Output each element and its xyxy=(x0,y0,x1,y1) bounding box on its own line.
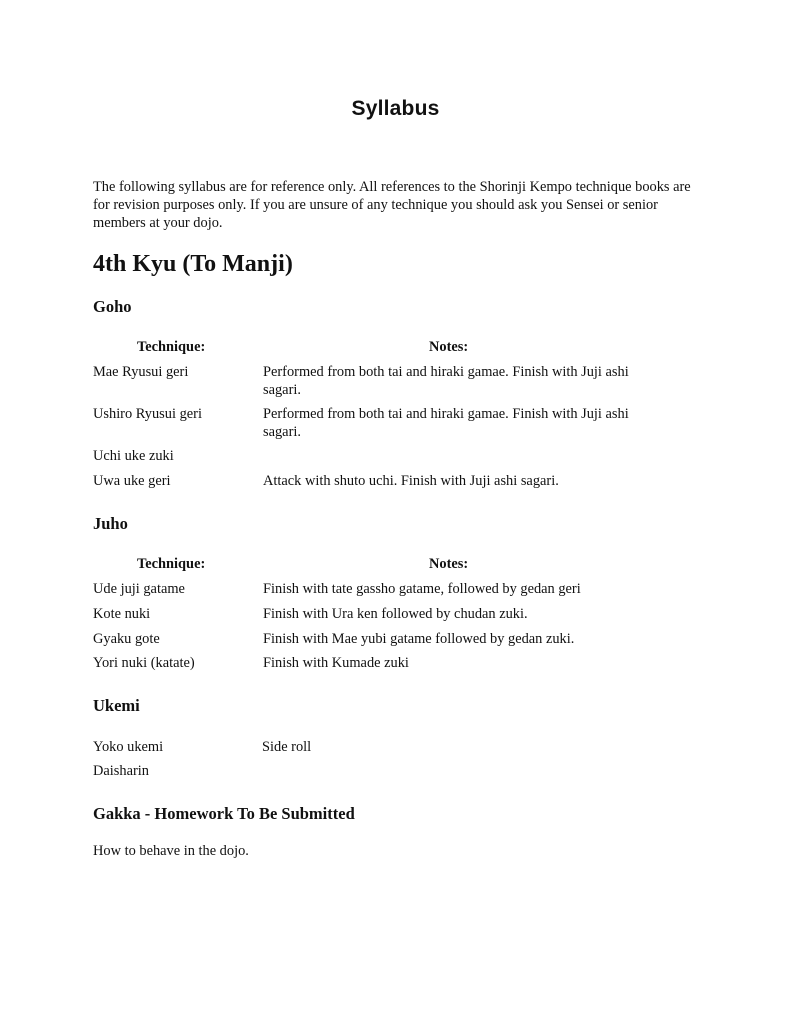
goho-row-4-technique: Uwa uke geri xyxy=(93,473,171,489)
juho-row-3-technique: Gyaku gote xyxy=(93,631,160,647)
juho-heading: Juho xyxy=(93,514,128,533)
goho-row-1-note: Performed from both tai and hiraki gamae. Finish with Juji ashi sagari. xyxy=(263,364,629,398)
ukemi-row-1-technique: Yoko ukemi xyxy=(93,739,164,755)
goho-row-4-note: Attack with shuto uchi. Finish with Juji ashi sagari. xyxy=(263,473,559,489)
goho-row-2-note: Performed from both tai and hiraki gamae. Finish with Juji ashi sagari. xyxy=(263,406,629,440)
juho-notes-header: Notes: xyxy=(429,556,469,572)
gakka-text: How to behave in the dojo. xyxy=(93,843,249,859)
intro-paragraph: The following syllabus are for reference only. All references to the Shorinji Kempo technique books are for revision purposes only. If you are unsure of any technique you should ask you Sensei or senior members at your dojo. xyxy=(93,179,691,231)
page-title: Syllabus xyxy=(351,97,440,120)
goho-row-3-technique: Uchi uke zuki xyxy=(93,448,174,464)
juho-row-3-note: Finish with Mae yubi gatame followed by gedan zuki. xyxy=(263,631,575,647)
ukemi-heading: Ukemi xyxy=(93,696,140,715)
goho-row-2-technique: Ushiro Ryusui geri xyxy=(93,406,202,422)
juho-row-1-technique: Ude juji gatame xyxy=(93,581,185,597)
juho-technique-header: Technique: xyxy=(137,556,206,572)
juho-row-1-note: Finish with tate gassho gatame, followed by gedan geri xyxy=(263,581,581,597)
goho-notes-header: Notes: xyxy=(429,339,469,355)
goho-technique-header: Technique: xyxy=(137,339,206,355)
juho-row-2-note: Finish with Ura ken followed by chudan zuki. xyxy=(263,606,528,622)
goho-row-1-technique: Mae Ryusui geri xyxy=(93,364,189,380)
juho-row-2-technique: Kote nuki xyxy=(93,606,151,622)
juho-row-4-technique: Yori nuki (katate) xyxy=(93,655,195,671)
juho-row-4-note: Finish with Kumade zuki xyxy=(263,655,409,671)
rank-heading: 4th Kyu (To Manji) xyxy=(93,251,293,277)
ukemi-row-1-note: Side roll xyxy=(262,739,312,755)
goho-heading: Goho xyxy=(93,297,132,316)
gakka-heading: Gakka - Homework To Be Submitted xyxy=(93,804,355,823)
ukemi-row-2-technique: Daisharin xyxy=(93,763,149,779)
